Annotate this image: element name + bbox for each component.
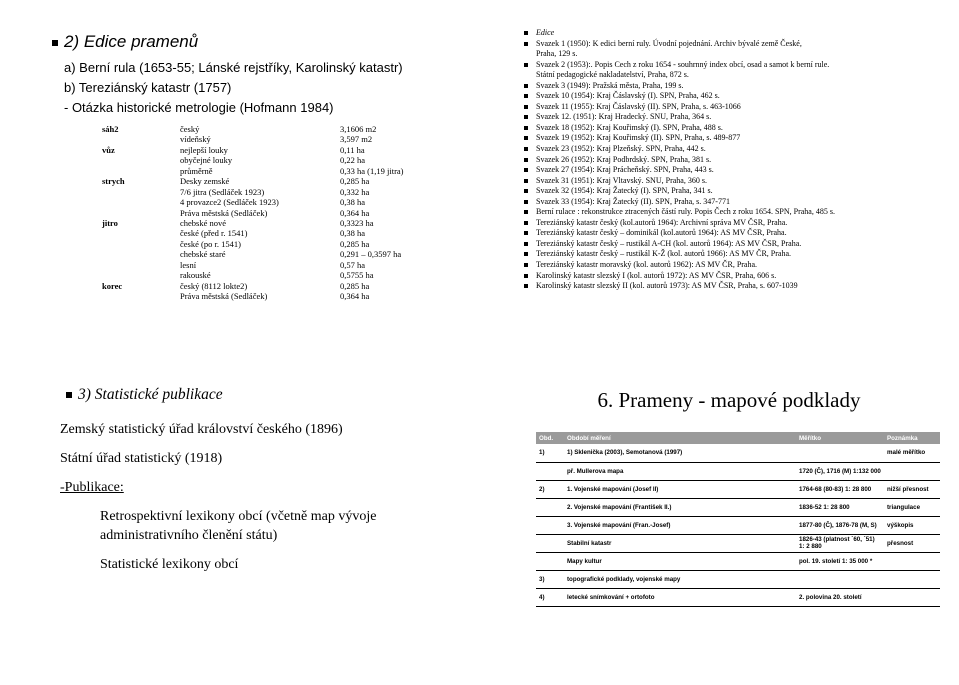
list-item-text: Svazek 12. (1951): Kraj Hradecký. SNU, Praha, 364 s. <box>536 112 712 122</box>
list-item-text: Praha, 129 s. <box>536 49 578 59</box>
metrology-cell-c3: 0,364 ha <box>340 207 370 218</box>
slide-statisticke-publikace <box>40 360 470 670</box>
table-cell <box>536 516 564 534</box>
list-item <box>524 186 835 197</box>
bullet-square-icon <box>524 274 528 278</box>
list-item-text: Svazek 19 (1952): Kraj Kouřimský (II). SPN, Praha, s. 489-877 <box>536 133 741 143</box>
metrology-cell-c2: 4 provazce2 (Sedláček 1923) <box>180 197 279 208</box>
bullet-square-icon <box>524 147 528 151</box>
bullet-square-icon <box>524 200 528 204</box>
table-cell: 3. Vojenské mapování (Fran.-Josef) <box>564 516 796 534</box>
slide4-title: 6. Prameny - mapové podklady <box>597 388 861 412</box>
metrology-cell-c3: 3,1606 m2 <box>340 124 377 134</box>
metrology-cell-c1: sáh2 <box>102 124 119 134</box>
slide3-p1: Zemský statistický úřad království českého (1896) <box>60 422 343 437</box>
metrology-cell-c1: korec <box>102 280 123 291</box>
bullet-square-icon <box>524 136 528 140</box>
table-cell: přesnost <box>884 534 940 552</box>
bullet-square-icon <box>524 284 528 288</box>
metrology-cell-c2: chebské nové <box>180 217 227 228</box>
list-item <box>524 228 835 239</box>
list-item-text: Tereziánský katastr moravský (kol. autorů 1962): AS MV ČR, Praha. <box>536 260 758 270</box>
list-item-text: Tereziánský katastr český (kol.autorů 1964): Archivní správa MV ČSR, Praha. <box>536 217 788 227</box>
list-item <box>524 28 835 39</box>
list-item-text: Edice <box>536 28 555 37</box>
slide-mapove-podklady <box>514 360 944 670</box>
list-item-text: Berní rulace : rekonstrukce ztracených částí ruly. Popis Čech z roku 1654. SPN, Praha, 485 s. <box>536 207 835 217</box>
list-item-text: Svazek 33 (1954): Kraj Žatecký (II). SPN, Praha, s. 347-771 <box>536 196 730 206</box>
slide3-p2: Státní úřad statistický (1918) <box>60 451 223 466</box>
slide3-title: 3) Statistické publikace <box>66 386 223 404</box>
table-header-cell: Obd. <box>536 432 564 444</box>
metrology-cell-c3: 0,38 ha <box>340 228 366 239</box>
list-item <box>524 176 835 187</box>
table-cell: triangulace <box>884 498 940 516</box>
table-cell: 4) <box>536 588 564 606</box>
list-item <box>524 281 835 292</box>
metrology-cell-c2: chebské staré <box>180 249 226 260</box>
metrology-cell-c3: 0,332 ha <box>340 186 370 197</box>
metrology-cell-c2: nejlepší louky <box>180 144 228 155</box>
bullet-square-icon <box>524 84 528 88</box>
table-cell <box>796 570 884 588</box>
list-item <box>524 133 835 144</box>
list-item-text: Svazek 27 (1954): Kraj Prácheňský. SPN, Praha, 443 s. <box>536 165 714 175</box>
slide1-line: - Otázka historické metrologie (Hofmann 1984) <box>64 100 334 115</box>
metrology-cell-c2: 7/6 jitra (Sedláček 1923) <box>180 186 265 197</box>
list-item-text: Svazek 1 (1950): K edici berní ruly. Úvodní pojednání. Archiv bývalé země České, <box>536 38 802 48</box>
table-cell <box>536 498 564 516</box>
metrology-cell-c3: 0,285 ha <box>340 176 370 187</box>
metrology-cell-c2: rakouské <box>180 270 211 281</box>
list-item-text: Svazek 3 (1949): Pražská města, Praha, 199 s. <box>536 80 684 90</box>
slide3-body <box>60 420 460 584</box>
bullet-square-icon <box>524 189 528 193</box>
list-item <box>524 91 835 102</box>
metrology-cell-c2: Práva městská (Sedláček) <box>180 291 268 301</box>
bullet-square-icon <box>524 126 528 130</box>
bullet-square-icon <box>524 179 528 183</box>
table-cell <box>536 462 564 480</box>
bullet-square-icon <box>524 231 528 235</box>
bullet-square-icon <box>524 42 528 46</box>
bullet-square-icon <box>524 263 528 267</box>
bullet-square-icon <box>66 392 72 398</box>
list-item <box>524 271 835 282</box>
list-item-text: Svazek 11 (1955): Kraj Čáslavský (II). SPN, Praha, s. 463-1066 <box>536 101 741 111</box>
table-cell: př. Mullerova mapa <box>564 462 796 480</box>
table-row <box>536 588 940 606</box>
table-cell <box>884 552 940 570</box>
list-item-text: Svazek 26 (1952): Kraj Podbrdský. SPN, Praha, 381 s. <box>536 154 712 164</box>
bullet-square-icon <box>524 252 528 256</box>
list-item <box>524 218 835 229</box>
table-cell: letecké snímkování + ortofoto <box>564 588 796 606</box>
table-cell <box>796 444 884 462</box>
table-cell: 1764-68 (80-83) 1: 28 800 <box>796 480 884 498</box>
list-item <box>524 239 835 250</box>
table-cell <box>884 462 940 480</box>
table-cell <box>536 552 564 570</box>
table-cell: malé měřítko <box>884 444 940 462</box>
metrology-cell-c2: vídeňský <box>180 134 211 145</box>
metrology-cell-c3: 0,285 ha <box>340 238 370 249</box>
slide1-line: a) Berní rula (1653-55; Lánské rejstříky, Karolinský katastr) <box>64 60 403 75</box>
list-item-text: Karolinský katastr slezský II (kol. autorů 1973): AS MV ČSR, Praha, s. 607-1039 <box>536 281 798 291</box>
edition-list <box>524 28 835 292</box>
map-sources-table <box>536 432 940 607</box>
metrology-cell-c2: průměrně <box>180 165 213 176</box>
list-item <box>524 155 835 166</box>
list-item <box>524 102 835 113</box>
metrology-cell-c2: český <box>180 124 200 134</box>
table-cell: topografické podklady, vojenské mapy <box>564 570 796 588</box>
table-row <box>536 462 940 480</box>
bullet-square-icon <box>524 94 528 98</box>
slide3-p4: Retrospektivní lexikony obcí (včetně map vývoje administrativního členění státu) <box>100 509 377 543</box>
table-cell <box>884 570 940 588</box>
list-item-text: Karolinský katastr slezský I (kol. autorů 1972): AS MV ČSR, Praha, 606 s. <box>536 270 777 280</box>
list-item <box>524 49 835 60</box>
bullet-square-icon <box>524 168 528 172</box>
metrology-cell-c2: český (8112 lokte2) <box>180 280 248 291</box>
table-header-cell: Poznámka <box>884 432 940 444</box>
table-row <box>536 552 940 570</box>
bullet-square-icon <box>524 63 528 67</box>
table-cell: 1) Sklenička (2003), Semotanová (1997) <box>564 444 796 462</box>
slide-edice-list <box>514 18 944 318</box>
slide3-p5: Statistické lexikony obcí <box>100 557 239 572</box>
table-row <box>536 534 940 552</box>
metrology-cell-c3: 3,597 m2 <box>340 134 373 145</box>
list-item <box>524 123 835 134</box>
metrology-cell-c3: 0,285 ha <box>340 280 370 291</box>
table-cell <box>536 534 564 552</box>
list-item <box>524 249 835 260</box>
metrology-cell-c2: Práva městská (Sedláček) <box>180 207 268 218</box>
table-cell: výškopis <box>884 516 940 534</box>
metrology-cell-c1: strych <box>102 176 125 187</box>
bullet-square-icon <box>524 115 528 119</box>
metrology-cell-c3: 0,57 ha <box>340 259 366 270</box>
list-item-text: Svazek 32 (1954): Kraj Žatecký (I). SPN, Praha, 341 s. <box>536 186 713 196</box>
metrology-cell-c3: 0,291 – 0,3597 ha <box>340 249 402 260</box>
table-cell: pol. 19. století 1: 35 000 * <box>796 552 884 570</box>
metrology-cell-c2: české (po r. 1541) <box>180 238 241 249</box>
list-item-text: Svazek 18 (1952): Kraj Kouřimský (I). SPN, Praha, 488 s. <box>536 122 723 132</box>
metrology-cell-c3: 0,22 ha <box>340 155 366 166</box>
bullet-square-icon <box>524 221 528 225</box>
table-header-cell: Měřítko <box>796 432 884 444</box>
slide-edice-pramenu <box>40 18 470 318</box>
list-item <box>524 144 835 155</box>
table-cell <box>884 588 940 606</box>
metrology-cell-c2: české (před r. 1541) <box>180 228 248 239</box>
list-item <box>524 207 835 218</box>
table-cell: Stabilní katastr <box>564 534 796 552</box>
list-item-text: Svazek 2 (1953):. Popis Cech z roku 1654 - souhrnný index obcí, osad a samot k berní rule. <box>536 59 830 69</box>
bullet-square-icon <box>524 158 528 162</box>
list-item <box>524 165 835 176</box>
metrology-cell-c3: 0,364 ha <box>340 291 370 301</box>
table-cell: 1877-80 (Č), 1876-78 (M, S) <box>796 516 884 534</box>
slide3-p3: -Publikace: <box>60 480 124 495</box>
table-cell: Mapy kultur <box>564 552 796 570</box>
list-item <box>524 60 835 71</box>
table-cell: 2. polovina 20. století <box>796 588 884 606</box>
table-cell: 2) <box>536 480 564 498</box>
table-row <box>536 498 940 516</box>
table-cell: 1. Vojenské mapování (Josef II) <box>564 480 796 498</box>
slide1-title: 2) Edice pramenů <box>52 32 198 52</box>
list-item-text: Svazek 10 (1954): Kraj Čáslavský (I). SPN, Praha, 462 s. <box>536 91 720 101</box>
table-cell: 1826-43 (platnost ´60, ´51) 1: 2 880 <box>796 534 884 552</box>
table-row <box>536 570 940 588</box>
table-cell: 2. Vojenské mapování (František II.) <box>564 498 796 516</box>
table-header-row <box>536 432 940 444</box>
metrology-cell-c1: vůz <box>102 144 115 155</box>
list-item-text: Tereziánský katastr český – dominikál (kol.autorů 1964): AS MV ČSR, Praha. <box>536 228 787 238</box>
list-item <box>524 197 835 208</box>
bullet-square-icon <box>524 210 528 214</box>
table-row <box>536 480 940 498</box>
metrology-cell-c3: 0,33 ha (1,19 jitra) <box>340 165 404 176</box>
table-row <box>536 444 940 462</box>
table-cell: nižší přesnost <box>884 480 940 498</box>
metrology-cell-c3: 0,11 ha <box>340 144 365 155</box>
list-item-text: Tereziánský katastr český – rustikál A-CH (kol. autorů 1964): AS MV ČSR, Praha. <box>536 238 802 248</box>
list-item <box>524 81 835 92</box>
metrology-cell-c2: Desky zemské <box>180 176 230 187</box>
list-item <box>524 112 835 123</box>
table-cell: 1) <box>536 444 564 462</box>
metrology-cell-c3: 0,38 ha <box>340 197 366 208</box>
slide1-line: b) Tereziánský katastr (1757) <box>64 80 232 95</box>
list-item-text: Tereziánský katastr český – rustikál K-Ž (kol. autorů 1966): AS MV ČR, Praha. <box>536 249 792 259</box>
table-cell: 1836-52 1: 28 800 <box>796 498 884 516</box>
list-item <box>524 70 835 81</box>
metrology-cell-c2: obyčejné louky <box>180 155 233 166</box>
table-cell: 3) <box>536 570 564 588</box>
metrology-cell-c1: jitro <box>102 217 118 228</box>
metrology-cell-c2: lesní <box>180 259 197 270</box>
slide1-lines <box>64 58 403 118</box>
list-item <box>524 39 835 50</box>
metrology-cell-c3: 0,3323 ha <box>340 217 374 228</box>
bullet-square-icon <box>52 40 58 46</box>
list-item <box>524 260 835 271</box>
table-cell: 1720 (Č), 1716 (M) 1:132 000 <box>796 462 884 480</box>
bullet-square-icon <box>524 242 528 246</box>
metrology-cell-c3: 0,5755 ha <box>340 270 374 281</box>
bullet-square-icon <box>524 105 528 109</box>
list-item-text: Svazek 31 (1951): Kraj Vltavský. SNU, Praha, 360 s. <box>536 175 707 185</box>
table-row <box>536 516 940 534</box>
bullet-square-icon <box>524 31 528 35</box>
list-item-text: Svazek 23 (1952): Kraj Plzeňský. SPN, Praha, 442 s. <box>536 144 706 154</box>
table-header-cell: Období měření <box>564 432 796 444</box>
list-item-text: Státní pedagogické nakladatelství, Praha, 872 s. <box>536 70 689 80</box>
